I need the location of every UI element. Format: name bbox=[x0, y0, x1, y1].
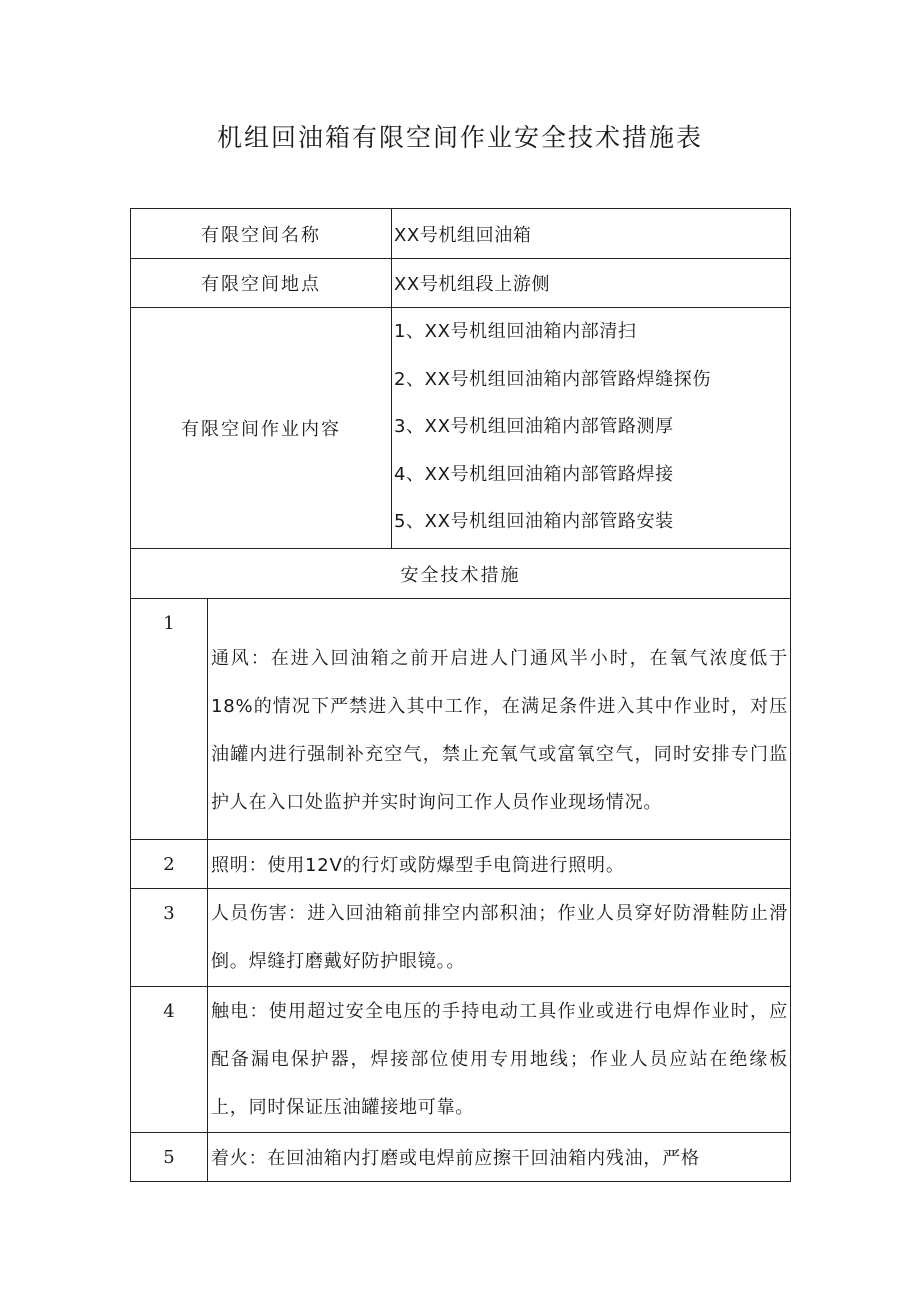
measure-text: 通风：在进入回油箱之前开启进人门通风半小时，在氧气浓度低于18%的情况下严禁进入其中工作，在满足条件进入其中作业时，对压油罐内进行强制补充空气，禁止充氧气或富氧空气，同时安排专门监护人在入口处监护并实时询问工作人员作业现场情况。 bbox=[208, 599, 791, 840]
table-row bbox=[131, 209, 791, 259]
measure-text: 照明：使用12V的行灯或防爆型手电筒进行照明。 bbox=[208, 840, 791, 889]
table-row bbox=[131, 1133, 791, 1182]
table-row bbox=[131, 308, 791, 549]
name-label: 有限空间名称 bbox=[131, 209, 392, 259]
measure-number: 2 bbox=[131, 840, 208, 889]
content-label: 有限空间作业内容 bbox=[131, 308, 392, 549]
table-row bbox=[131, 840, 791, 889]
name-value: XX号机组回油箱 bbox=[392, 209, 791, 259]
measure-number: 1 bbox=[131, 599, 208, 840]
table-row bbox=[131, 549, 791, 599]
measure-number: 4 bbox=[131, 987, 208, 1133]
table-row bbox=[131, 987, 791, 1133]
list-item: 4、XX号机组回油箱内部管路焊接 bbox=[394, 463, 674, 485]
measure-text: 人员伤害：进入回油箱前排空内部积油；作业人员穿好防滑鞋防止滑倒。焊缝打磨戴好防护眼镜。。 bbox=[208, 889, 791, 987]
table-row bbox=[131, 259, 791, 308]
list-item: 1、XX号机组回油箱内部清扫 bbox=[394, 321, 637, 342]
table-row bbox=[131, 599, 791, 840]
measure-number: 3 bbox=[131, 889, 208, 987]
list-item: 5、XX号机组回油箱内部管路安装 bbox=[394, 511, 674, 532]
content-list bbox=[392, 308, 791, 549]
measure-text: 着火：在回油箱内打磨或电焊前应擦干回油箱内残油，严格 bbox=[208, 1133, 791, 1182]
measure-text: 触电：使用超过安全电压的手持电动工具作业或进行电焊作业时，应配备漏电保护器，焊接部位使用专用地线；作业人员应站在绝缘板上，同时保证压油罐接地可靠。 bbox=[208, 987, 791, 1133]
list-item: 3、XX号机组回油箱内部管路测厚 bbox=[394, 416, 674, 437]
safety-measures-table bbox=[130, 208, 791, 1182]
location-label: 有限空间地点 bbox=[131, 259, 392, 308]
table-row bbox=[131, 889, 791, 987]
measure-number: 5 bbox=[131, 1133, 208, 1182]
location-value: XX号机组段上游侧 bbox=[392, 259, 791, 308]
list-item: 2、XX号机组回油箱内部管路焊缝探伤 bbox=[394, 368, 711, 390]
section-header: 安全技术措施 bbox=[131, 549, 791, 599]
page-title: 机组回油箱有限空间作业安全技术措施表 bbox=[216, 123, 703, 152]
